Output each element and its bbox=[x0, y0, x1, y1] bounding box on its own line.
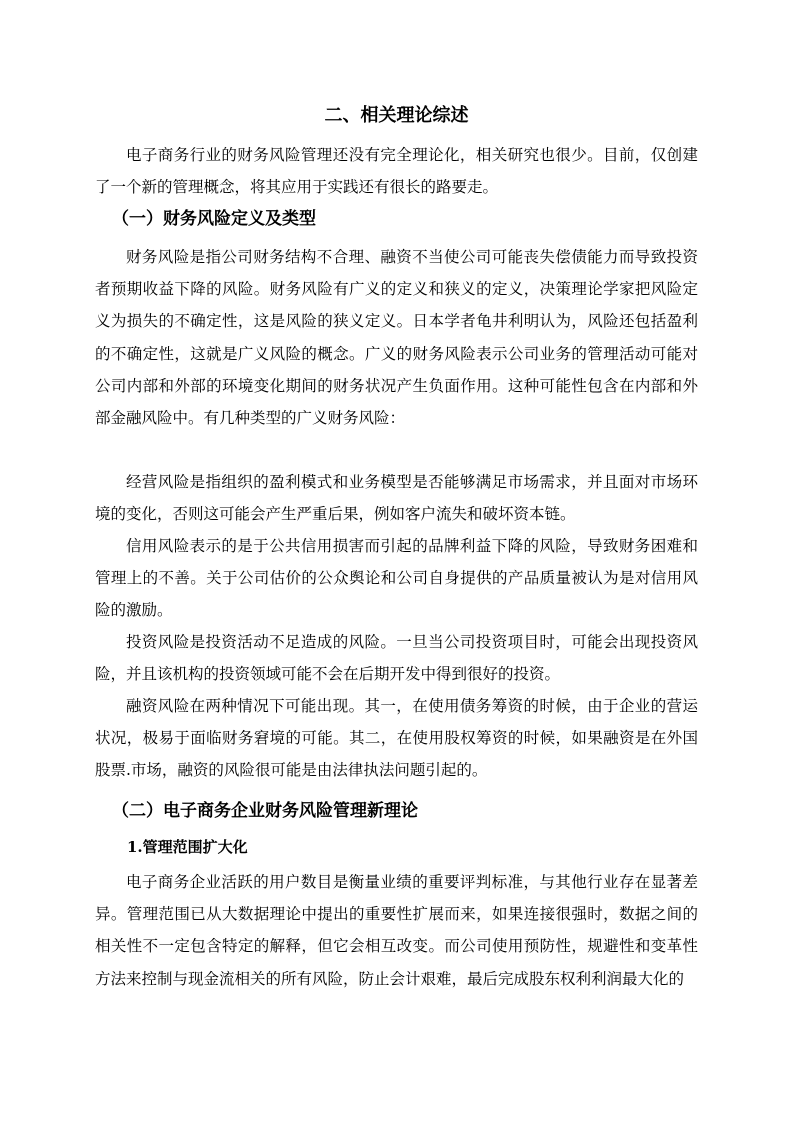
section-title: 二、相关理论综述 bbox=[324, 105, 469, 126]
paragraph-operating-risk: 经营风险是指组织的盈利模式和业务模型是否能够满足市场需求，并且面对市场环境的变化，否则这可能会产生严重后果，例如客户流失和破坏资本链。 bbox=[95, 473, 698, 524]
paragraph-financing-risk: 融资风险在两种情况下可能出现。其一，在使用债务筹资的时候，由于企业的营运状况，极易于面临财务窘境的可能。其二，在使用股权筹资的时候，如果融资是在外国股票.市场，融资的风险很可能是由法律执法问题引起的。 bbox=[95, 697, 698, 780]
subsection-title-2: （二）电子商务企业财务风险管理新理论 bbox=[112, 801, 418, 821]
paragraph-credit-risk: 信用风险表示的是于公共信用损害而引起的品牌利益下降的风险，导致财务困难和管理上的不善。关于公司估价的公众舆论和公司自身提供的产品质量被认为是对信用风险的激励。 bbox=[95, 537, 698, 620]
item-title-1: 1.管理范围扩大化 bbox=[127, 838, 248, 856]
paragraph-management-scope: 电子商务企业活跃的用户数目是衡量业绩的重要评判标准，与其他行业存在显著差异。管理范围已从大数据理论中提出的重要性扩展而来，如果连接很强时，数据之间的相关性不一定包含特定的解释，但它会相互改变。而公司使用预防性，规避性和变革性方法来控制与现金流相关的所有风险，防止会计艰难，最后完成股东权利利润最大化的 bbox=[95, 873, 698, 988]
intro-paragraph: 电子商务行业的财务风险管理还没有完全理论化，相关研究也很少。目前，仅创建了一个新的管理概念，将其应用于实践还有很长的路要走。 bbox=[95, 146, 698, 197]
paragraph-financial-risk-definition: 财务风险是指公司财务结构不合理、融资不当使公司可能丧失偿债能力而导致投资者预期收益下降的风险。财务风险有广义的定义和狭义的定义，决策理论学家把风险定义为损失的不确定性，这是风险的狭义定义。日本学者龟井利明认为，风险还包括盈利的不确定性，这就是广义风险的概念。广义的财务风险表示公司业务的管理活动可能对公司内部和外部的环境变化期间的财务状况产生负面作用。这种可能性包含在内部和外部金融风险中。有几种类型的广义财务风险： bbox=[95, 248, 698, 428]
subsection-title-1: （一）财务风险定义及类型 bbox=[112, 209, 316, 229]
paragraph-investment-risk: 投资风险是投资活动不足造成的风险。一旦当公司投资项目时，可能会出现投资风险，并且该机构的投资领域可能不会在后期开发中得到很好的投资。 bbox=[95, 633, 698, 684]
